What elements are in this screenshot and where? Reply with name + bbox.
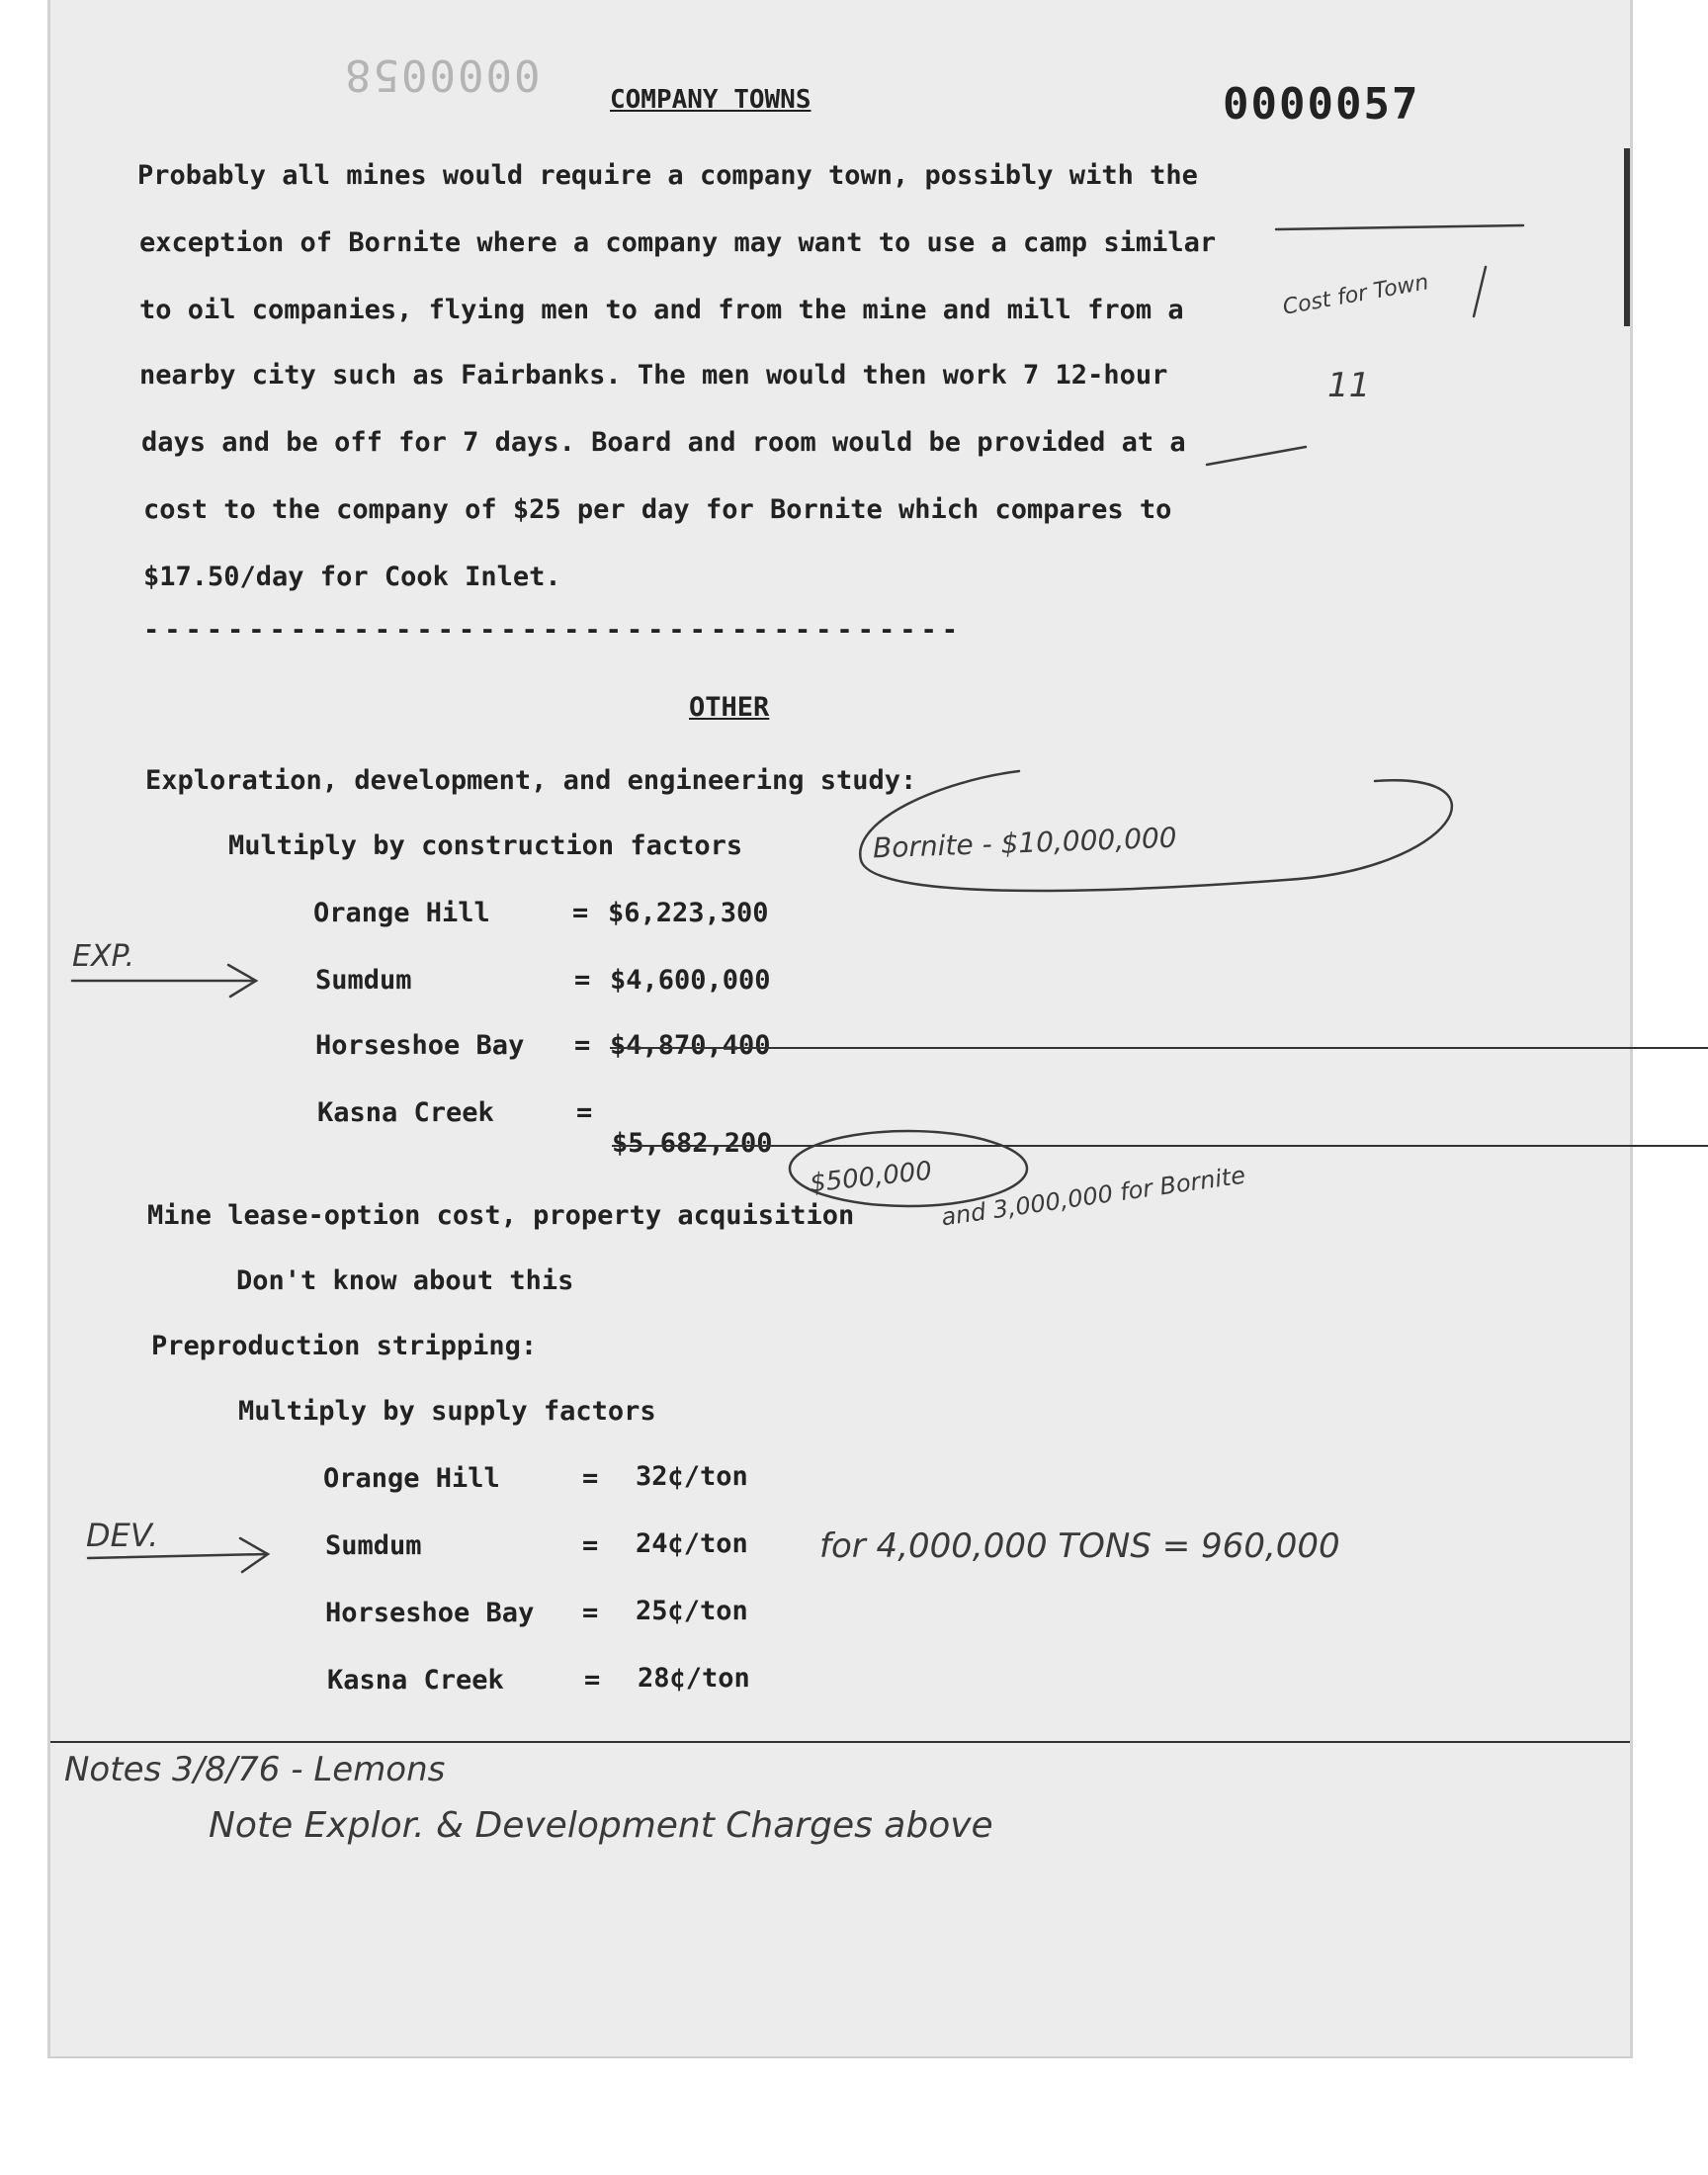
site-name: Horseshoe Bay — [325, 1598, 535, 1628]
rate-value: 28¢/ton — [638, 1663, 750, 1694]
dev-label: DEV. — [86, 1517, 159, 1554]
bornite-loop-icon — [860, 771, 1452, 891]
cost-value-struck: $4,870,400 — [610, 1030, 1708, 1061]
equals-sign: = — [584, 1665, 601, 1696]
bates-number: 0000057 — [1223, 79, 1420, 130]
company-towns-heading: COMPANY TOWNS — [610, 85, 811, 115]
site-name: Kasna Creek — [327, 1665, 504, 1696]
paragraph-line: $17.50/day for Cook Inlet. — [143, 562, 561, 592]
circled-handwritten-value: $500,000 — [808, 1156, 934, 1199]
paragraph-line: nearby city such as Fairbanks. The men would then work 7 12-hour — [139, 360, 1168, 391]
site-name: Kasna Creek — [317, 1097, 494, 1128]
stripping-subtitle: Multiply by supply factors — [238, 1396, 656, 1427]
margin-line-icon — [1276, 225, 1523, 229]
other-heading: OTHER — [689, 692, 770, 723]
site-name: Sumdum — [325, 1530, 422, 1561]
lease-note: Don't know about this — [236, 1265, 574, 1296]
site-name: Horseshoe Bay — [315, 1030, 525, 1061]
margin-line-icon — [1207, 447, 1306, 465]
equals-sign: = — [582, 1598, 599, 1628]
paragraph-line: Probably all mines would require a company town, possibly with the — [137, 160, 1198, 191]
notes-line-1: Notes 3/8/76 - Lemons — [64, 1750, 446, 1789]
equals-sign: = — [572, 898, 589, 928]
binding-edge-mark — [1624, 148, 1630, 326]
equals-sign: = — [574, 1030, 591, 1061]
bates-number-faint: 0000058 — [343, 49, 541, 100]
dashed-separator: --------------------------------------- — [143, 615, 963, 646]
exploration-title: Exploration, development, and engineering study: — [145, 765, 917, 796]
margin-handwritten-note: Cost for Town — [1280, 270, 1431, 320]
equals-sign: = — [582, 1530, 599, 1561]
paragraph-line: exception of Bornite where a company may want to use a camp similar — [139, 227, 1217, 258]
paragraph-line: days and be off for 7 days. Board and room would be provided at a — [141, 427, 1186, 458]
paragraph-line: to oil companies, flying men to and from the mine and mill from a — [139, 295, 1184, 325]
exp-arrow-icon — [72, 965, 256, 997]
bornite-acquisition-note: and 3,000,000 for Bornite — [939, 1161, 1247, 1232]
document-page — [47, 0, 1633, 2058]
site-name: Orange Hill — [323, 1463, 500, 1494]
handwritten-marks — [50, 0, 1630, 2056]
rate-value: 32¢/ton — [636, 1461, 748, 1492]
stripping-title: Preproduction stripping: — [151, 1331, 538, 1361]
notes-line-2: Note Explor. & Development Charges above — [209, 1805, 993, 1846]
equals-sign: = — [576, 1097, 593, 1128]
bornite-handwritten-note: Bornite - $10,000,000 — [872, 821, 1178, 865]
cost-value-struck: $5,682,200 — [612, 1128, 1708, 1159]
cost-value: $6,223,300 — [608, 898, 769, 928]
lease-title: Mine lease-option cost, property acquisition — [147, 1200, 855, 1231]
value-circle-icon — [790, 1131, 1027, 1206]
sumdum-handwritten-calc: for 4,000,000 TONS = 960,000 — [819, 1526, 1340, 1566]
equals-sign: = — [574, 965, 591, 996]
exp-label: EXP. — [72, 939, 135, 974]
exploration-subtitle: Multiply by construction factors — [228, 830, 743, 861]
rate-value: 24¢/ton — [636, 1528, 748, 1559]
site-name: Sumdum — [315, 965, 412, 996]
equals-sign: = — [582, 1463, 599, 1494]
margin-line-icon — [1474, 267, 1486, 316]
rate-value: 25¢/ton — [636, 1596, 748, 1626]
margin-handwritten-mark: 11 — [1327, 366, 1371, 405]
site-name: Orange Hill — [313, 898, 490, 928]
dev-arrow-icon — [88, 1538, 268, 1572]
cost-value: $4,600,000 — [610, 965, 771, 996]
paragraph-line: cost to the company of $25 per day for Bornite which compares to — [143, 494, 1172, 525]
